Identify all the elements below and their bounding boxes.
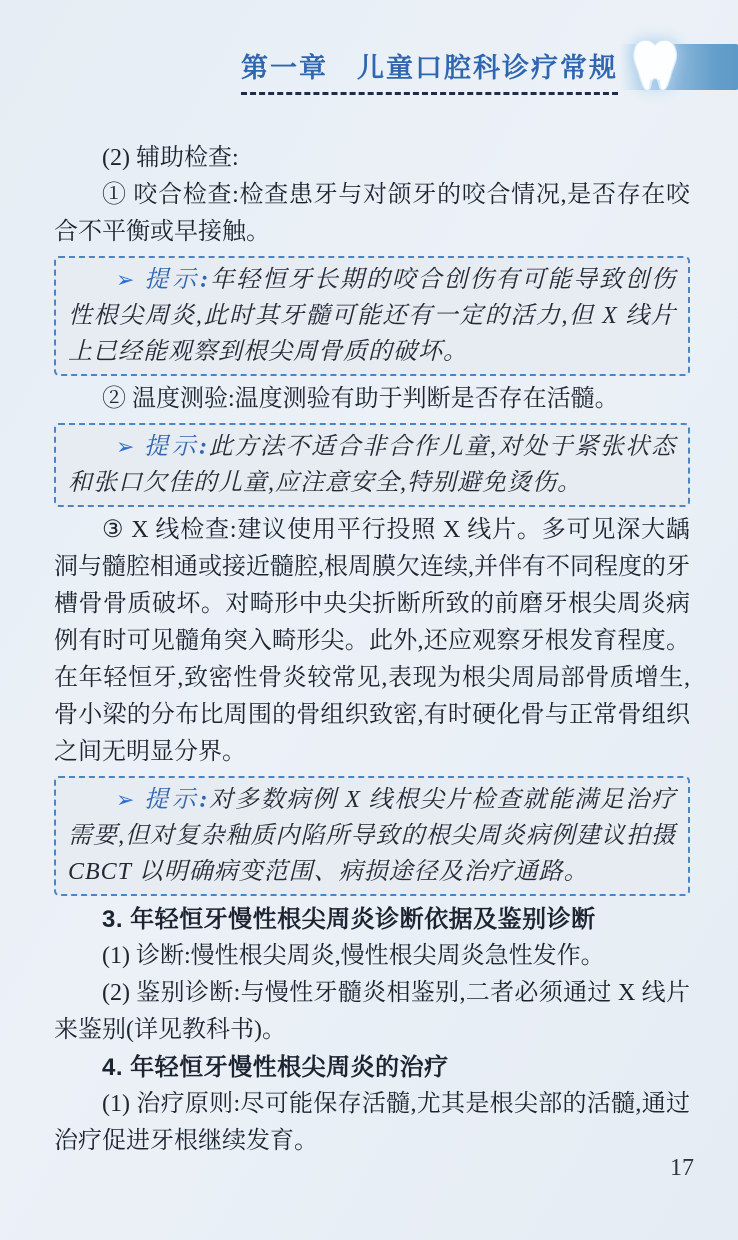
paragraph-auxiliary-exam: (2) 辅助检查: xyxy=(102,145,239,171)
page-body xyxy=(0,96,738,1160)
paragraph-differential-diagnosis: (2) 鉴别诊断:与慢性牙髓炎相鉴别,二者必须通过 X 线片来鉴别(详见教科书)。 xyxy=(54,980,690,1043)
tip-arrow-icon: ➢ xyxy=(116,787,136,812)
paragraph-temperature-test: ② 温度测验:温度测验有助于判断是否存在活髓。 xyxy=(102,386,619,412)
tip-box-occlusal-trauma xyxy=(54,256,690,376)
paragraph-treatment-principle: (1) 治疗原则:尽可能保存活髓,尤其是根尖部的活髓,通过治疗促进牙根继续发育。 xyxy=(54,1091,690,1154)
tip-text xyxy=(68,262,676,370)
tip-box-uncooperative-children xyxy=(54,423,690,507)
chapter-title: 第一章 儿童口腔科诊疗常规 xyxy=(241,46,618,95)
tip-label: 提示 xyxy=(143,267,201,293)
tip-colon: : xyxy=(200,267,210,293)
tip-body-text: 年轻恒牙长期的咬合创伤有可能导致创伤性根尖周炎,此时其牙髓可能还有一定的活力,但 X 线片上已经能观察到根尖周骨质的破坏。 xyxy=(68,267,677,365)
paragraph-xray-exam: ③ X 线检查:建议使用平行投照 X 线片。多可见深大龋洞与髓腔相通或接近髓腔,根周膜欠连续,并伴有不同程度的牙槽骨骨质破坏。对畸形中央尖折断所致的前磨牙根尖周炎病例有时可见髓角突入畸形尖。此外,还应观察牙根发育程度。在年轻恒牙,致密性骨炎较常见,表现为根尖周局部骨质增生,骨小梁的分布比周围的骨组织致密,有时硬化骨与正常骨组织之间无明显分界。 xyxy=(54,517,690,765)
tip-label: 提示 xyxy=(143,787,200,813)
heading-diagnosis-basis: 3. 年轻恒牙慢性根尖周炎诊断依据及鉴别诊断 xyxy=(102,906,596,933)
tip-arrow-icon: ➢ xyxy=(116,434,136,459)
tip-body-text: 此方法不适合非合作儿童,对处于紧张状态和张口欠佳的儿童,应注意安全,特别避免烫伤。 xyxy=(68,434,677,496)
tip-arrow-icon: ➢ xyxy=(116,267,136,292)
tip-body-text: 对多数病例 X 线根尖片检查就能满足治疗需要,但对复杂釉质内陷所导致的根尖周炎病例建议拍摄 CBCT 以明确病变范围、病损途径及治疗通路。 xyxy=(68,787,676,885)
tooth-icon xyxy=(628,36,682,96)
heading-treatment: 4. 年轻恒牙慢性根尖周炎的治疗 xyxy=(102,1054,449,1081)
paragraph-diagnosis: (1) 诊断:慢性根尖周炎,慢性根尖周炎急性发作。 xyxy=(102,943,605,969)
tip-box-cbct xyxy=(54,776,690,896)
tip-text xyxy=(68,429,676,501)
tip-colon: : xyxy=(199,434,209,460)
tip-colon: : xyxy=(199,787,209,813)
page-header xyxy=(0,0,738,96)
page-number: 17 xyxy=(670,1155,694,1181)
paragraph-occlusion-check: ① 咬合检查:检查患牙与对颌牙的咬合情况,是否存在咬合不平衡或早接触。 xyxy=(54,182,690,245)
tip-label: 提示 xyxy=(143,434,200,460)
tip-text xyxy=(68,782,676,890)
